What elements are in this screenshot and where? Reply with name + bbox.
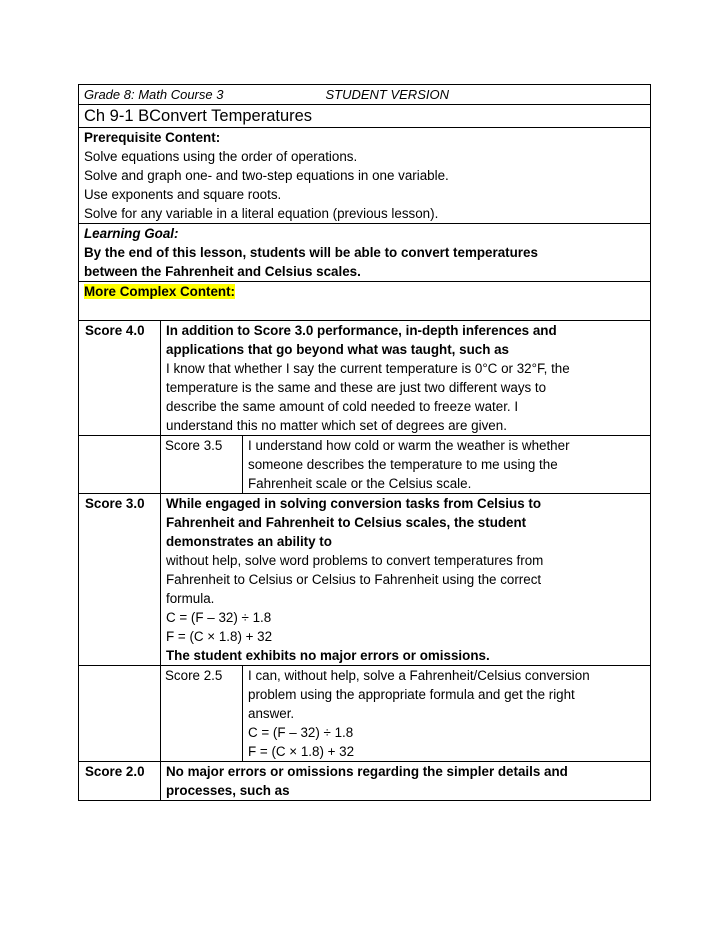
learning-goal-line: By the end of this lesson, students will be able to convert temperatures xyxy=(84,245,538,260)
score-2-bold: No major errors or omissions regarding the simpler details and xyxy=(166,764,568,779)
empty-cell xyxy=(79,666,161,762)
score-3-5-text: someone describes the temperature to me using the xyxy=(248,457,558,472)
score-4-row xyxy=(79,321,651,436)
score-4-bold: applications that go beyond what was taught, such as xyxy=(166,342,509,357)
prerequisite-item: Solve equations using the order of operations. xyxy=(84,149,358,164)
score-2-5-text: problem using the appropriate formula and get the right xyxy=(248,687,575,702)
score-2-description xyxy=(161,762,651,801)
score-3-row xyxy=(79,494,651,666)
formula-fahrenheit: F = (C × 1.8) + 32 xyxy=(248,744,355,759)
empty-cell xyxy=(79,436,161,494)
formula-celsius: C = (F – 32) ÷ 1.8 xyxy=(248,725,354,740)
prerequisite-heading: Prerequisite Content: xyxy=(84,130,221,145)
score-3-5-description xyxy=(243,436,651,494)
rubric-page xyxy=(78,84,650,801)
title-row xyxy=(79,105,651,128)
score-2-5-text: answer. xyxy=(248,706,295,721)
score-3-bold: demonstrates an ability to xyxy=(166,534,332,549)
learning-goal-row xyxy=(79,224,651,282)
score-3-bold: The student exhibits no major errors or omissions. xyxy=(166,648,490,663)
score-4-text: describe the same amount of cold needed to freeze water. I xyxy=(166,399,519,414)
score-3-text: without help, solve word problems to convert temperatures from xyxy=(166,553,544,568)
score-2-5-text: I can, without help, solve a Fahrenheit/Celsius conversion xyxy=(248,668,590,683)
rubric-table xyxy=(78,84,651,801)
more-complex-row xyxy=(79,282,651,321)
score-4-bold: In addition to Score 3.0 performance, in-depth inferences and xyxy=(166,323,557,338)
score-3-5-label: Score 3.5 xyxy=(161,436,243,494)
prerequisite-row xyxy=(79,128,651,224)
score-3-5-text: Fahrenheit scale or the Celsius scale. xyxy=(248,476,472,491)
score-2-5-description xyxy=(243,666,651,762)
prerequisite-item: Solve and graph one- and two-step equations in one variable. xyxy=(84,168,449,183)
score-3-bold: While engaged in solving conversion tasks from Celsius to xyxy=(166,496,542,511)
score-3-description xyxy=(161,494,651,666)
more-complex-cell xyxy=(79,282,651,321)
course-label: Grade 8: Math Course 3 xyxy=(84,87,224,102)
score-4-description xyxy=(161,321,651,436)
score-2-row xyxy=(79,762,651,801)
score-2-bold: processes, such as xyxy=(166,783,290,798)
more-complex-heading: More Complex Content: xyxy=(84,284,236,299)
formula-celsius: C = (F – 32) ÷ 1.8 xyxy=(166,610,272,625)
prerequisite-item: Use exponents and square roots. xyxy=(84,187,282,202)
learning-goal-cell xyxy=(79,224,651,282)
learning-goal-line: between the Fahrenheit and Celsius scales. xyxy=(84,264,361,279)
header-cell xyxy=(79,85,651,105)
learning-goal-heading: Learning Goal: xyxy=(84,226,179,241)
score-4-text: I know that whether I say the current temperature is 0°C or 32°F, the xyxy=(166,361,570,376)
score-3-text: formula. xyxy=(166,591,215,606)
score-4-text: temperature is the same and these are just two different ways to xyxy=(166,380,547,395)
version-label: STUDENT VERSION xyxy=(325,87,449,102)
score-2-label: Score 2.0 xyxy=(79,762,161,801)
lesson-title: Ch 9-1 BConvert Temperatures xyxy=(79,105,651,128)
score-3-label: Score 3.0 xyxy=(79,494,161,666)
score-4-label: Score 4.0 xyxy=(79,321,161,436)
score-3-bold: Fahrenheit and Fahrenheit to Celsius scales, the student xyxy=(166,515,527,530)
score-3-5-row xyxy=(79,436,651,494)
header-row xyxy=(79,85,651,105)
score-2-5-row xyxy=(79,666,651,762)
prerequisite-cell xyxy=(79,128,651,224)
formula-fahrenheit: F = (C × 1.8) + 32 xyxy=(166,629,273,644)
score-3-5-text: I understand how cold or warm the weather is whether xyxy=(248,438,570,453)
score-2-5-label: Score 2.5 xyxy=(161,666,243,762)
prerequisite-item: Solve for any variable in a literal equation (previous lesson). xyxy=(84,206,439,221)
score-4-text: understand this no matter which set of degrees are given. xyxy=(166,418,507,433)
score-3-text: Fahrenheit to Celsius or Celsius to Fahrenheit using the correct xyxy=(166,572,542,587)
